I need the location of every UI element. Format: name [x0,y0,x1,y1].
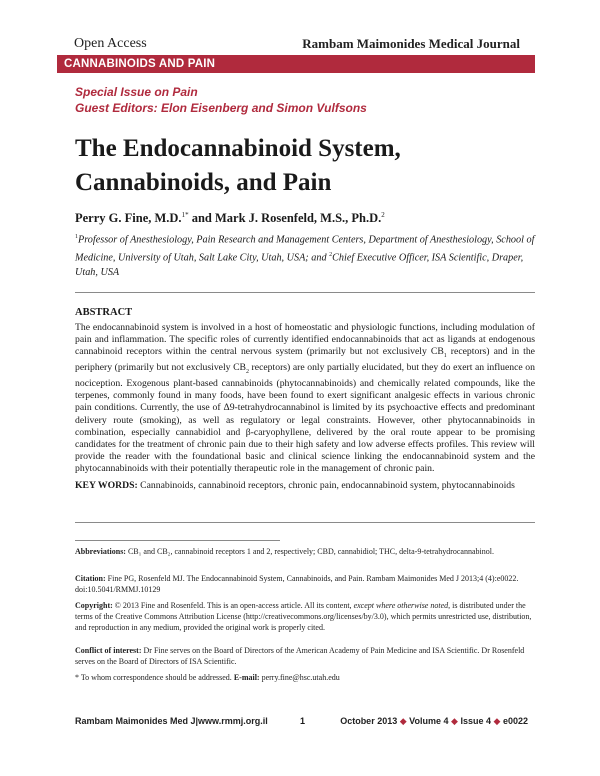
page-number: 1 [300,716,306,726]
email-label: E-mail: [233,673,260,682]
abstract-text-2: receptors) and in the periphery (primarily but not exclusively CB [75,346,535,374]
authors-line [75,211,385,226]
footnote-rule [75,540,280,541]
keywords-text: Cannabinoids, cannabinoid receptors, chronic pain, endocannabinoid system, phytocannabinoids [137,480,515,491]
abstract-heading: ABSTRACT [75,307,133,318]
open-access-label: Open Access [74,36,147,51]
footer-eid: e0022 [502,716,528,726]
diamond-icon: ◆ [493,716,501,726]
conflict-note [75,645,535,667]
citation-note [75,573,535,595]
title-line-2: Cannabinoids, and Pain [75,169,332,196]
copyright-note [75,600,535,633]
journal-name: Rambam Maimonides Medical Journal [302,36,520,51]
citation-label: Citation: [75,574,106,583]
special-issue-block [75,84,367,116]
divider-top [75,292,535,293]
footer-date: October 2013 [340,716,398,726]
copyright-label: Copyright: [75,601,113,610]
copyright-text-1: © 2013 Fine and Rosenfeld. This is an open-access article. All its content, [112,601,354,610]
authors-and: and [188,211,215,226]
abstract-body [75,322,535,475]
copyright-text-2: , is distributed under the terms of the Creative Commons Attribution License (http://creativecommons.org/licenses/by/3.0), which permits unrestricted use, distribution, and reproduction in any medium, provided the original work is properly cited. [75,601,532,632]
citation-text: Fine PG, Rosenfeld MJ. The Endocannabinoid System, Cannabinoids, and Pain. Rambam Maimonides Med J 2013;4 (4):e0022. doi:10.5041/RMMJ.10129 [75,574,519,594]
footer-issue: Issue 4 [460,716,492,726]
diamond-icon: ◆ [451,716,458,726]
author-1: Perry G. Fine, M.D. [75,211,182,226]
author-1-affil: 1* [181,211,189,219]
article-title [75,132,535,200]
abbreviations-note [75,546,535,557]
keywords-label: KEY WORDS: [75,480,138,491]
affil-sup-2: 2 [329,251,333,258]
affiliations [75,230,535,280]
conflict-text: Dr Fine serves on the Board of Directors of the American Academy of Pain Medicine and ISA Scientific. Dr Rosenfeld serves on the Board of Directors of ISA Scientific. [75,646,525,666]
abstract-sub-1: 1 [443,353,447,360]
affil-sup-1: 1 [75,234,78,240]
section-banner: CANNABINOIDS AND PAIN [57,55,535,73]
abstract-text-1: The endocannabinoid system is involved in a host of homeostatic and physiologic functions, including modulation of pain and inflammation. The specific roles of currently identified endocannabinoids that act as ligands at endogenous cannabinoid receptors within the central nervous system (primarily but not exclusively CB [75,322,535,358]
keywords [75,480,535,492]
copyright-italic: except where otherwise noted [353,601,449,610]
divider-middle [75,522,535,523]
footer-volume: Volume 4 [409,716,449,726]
correspondence-note [75,672,535,683]
diamond-icon: ◆ [399,716,407,726]
abstract-text-3: receptors) are only partially elucidated, but they do exert an influence on nociception. Exogenous plant-based cannabinoids (phytocannabinoids) and chemically related compounds, like the terpenes, commonly found in many foods, have been found to exert significant analgesic effects in various chronic pain conditions. Currently, the use of Δ9-tetrahydrocannabinol is limited by its psychoactive effects and predominant delivery route (smoking), as well as regulatory or legal constraints. However, other phytocannabinoids in combination, especially cannabidiol and β-caryophyllene, delivered by the oral route appear to be promising candidates for the treatment of chronic pain due to their high safety and low adverse effects profiles. This review will provide the reader with the foundational basic and clinical science linking the endocannabinoid system and the phytocannabinoids with their potentially therapeutic role in the management of chronic pain. [75,362,535,474]
affil-text-1: Professor of Anesthesiology, Pain Research and Management Centers, Department of Anesthesiology, School of Medicine, University of Utah, Salt Lake City, Utah, USA; and [75,234,535,264]
abbreviations-label: Abbreviations: [75,547,126,556]
footer-issue-info [340,716,528,727]
email-address[interactable]: perry.fine@hsc.utah.edu [259,673,340,682]
abbreviations-text: CB₁ and CB₂, cannabinoid receptors 1 and 2, respectively; CBD, cannabidiol; THC, delta-9-tetrahydrocannabinol. [125,547,494,556]
correspondence-text: * To whom correspondence should be addressed. [75,673,234,682]
special-issue-title: Special Issue on Pain [75,85,198,99]
footer-journal-link[interactable]: Rambam Maimonides Med J|www.rmmj.org.il [75,716,268,726]
author-2-affil: 2 [381,211,385,219]
title-line-1: The Endocannabinoid System, [75,135,401,162]
affil-text-2: Chief Executive Officer, ISA Scientific, Draper, Utah, USA [75,252,524,278]
guest-editors: Guest Editors: Elon Eisenberg and Simon Vulfsons [75,101,367,115]
author-2: Mark J. Rosenfeld, M.S., Ph.D. [214,211,382,226]
abstract-sub-2: 2 [246,369,249,376]
conflict-label: Conflict of interest: [75,646,142,655]
